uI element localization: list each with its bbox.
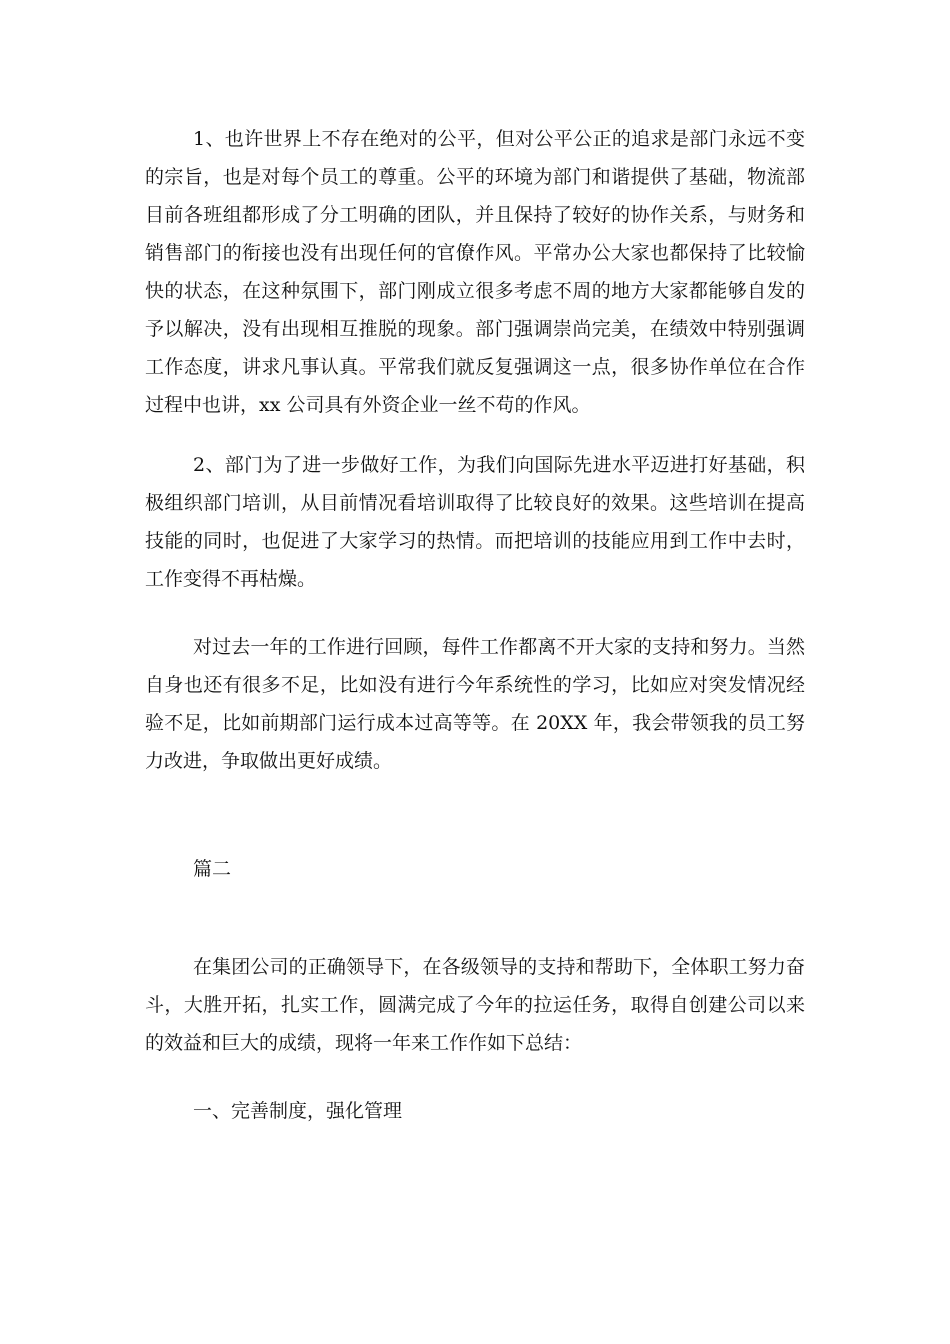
paragraph-review: 对过去一年的工作进行回顾，每件工作都离不开大家的支持和努力。当然自身也还有很多不足，比如没有进行今年系统性的学习，比如应对突发情况经验不足，比如前期部门运行成本过高等等。在 20XX 年，我会带领我的员工努力改进，争取做出更好成绩。 xyxy=(145,636,805,772)
section-title: 篇二 xyxy=(193,858,232,880)
paragraph-summary-intro: 在集团公司的正确领导下，在各级领导的支持和帮助下，全体职工努力奋斗，大胜开拓，扎实工作，圆满完成了今年的拉运任务，取得自创建公司以来的效益和巨大的成绩，现将一年来工作作如下总结： xyxy=(145,956,805,1054)
paragraph-fairness: 1、也许世界上不存在绝对的公平，但对公平公正的追求是部门永远不变的宗旨，也是对每个员工的尊重。公平的环境为部门和谐提供了基础，物流部目前各班组都形成了分工明确的团队，并且保持了较好的协作关系，与财务和销售部门的衔接也没有出现任何的官僚作风。平常办公大家也都保持了比较愉快的状态，在这种氛围下，部门刚成立很多考虑不周的地方大家都能够自发的予以解决，没有出现相互推脱的现象。部门强调崇尚完美，在绩效中特别强调工作态度，讲求凡事认真。平常我们就反复强调这一点，很多协作单位在合作过程中也讲，xx 公司具有外资企业一丝不苟的作风。 xyxy=(145,128,805,416)
paragraph-training: 2、部门为了进一步做好工作，为我们向国际先进水平迈进打好基础，积极组织部门培训，从目前情况看培训取得了比较良好的效果。这些培训在提高技能的同时，也促进了大家学习的热情。而把培训的技能应用到工作中去时，工作变得不再枯燥。 xyxy=(145,454,805,590)
subheading-improve-system: 一、完善制度，强化管理 xyxy=(193,1100,403,1122)
